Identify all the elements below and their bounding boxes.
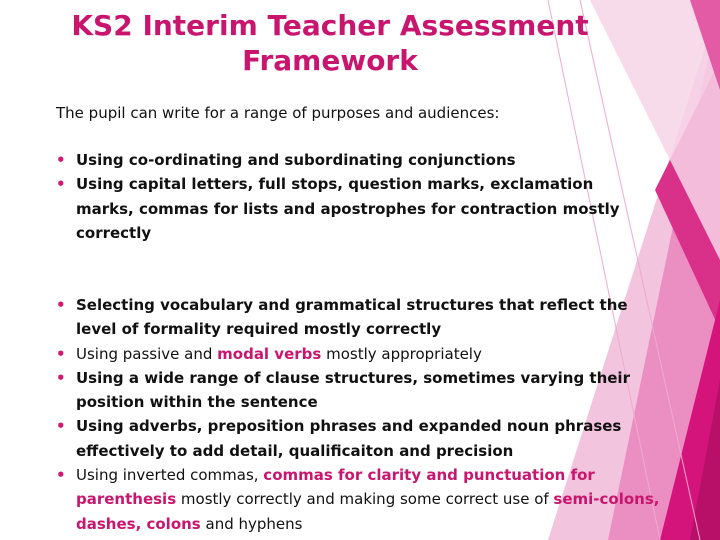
list-item bbox=[56, 342, 668, 366]
text-run: Using passive and bbox=[76, 344, 218, 363]
highlighted-text: semi-colons, dashes, colons bbox=[76, 490, 660, 533]
text-run: Using inverted commas, bbox=[76, 466, 264, 485]
highlighted-text: modal verbs bbox=[217, 344, 322, 363]
list-item: • Using adverbs, preposition phrases and expanded noun phrases effectively to add detail, qualificaiton and precision bbox=[56, 414, 668, 463]
bullet-list-2 bbox=[56, 293, 668, 536]
intro-text: The pupil can write for a range of purposes and audiences: bbox=[56, 104, 500, 122]
list-item: • Using co-ordinating and subordinating conjunctions bbox=[56, 148, 656, 172]
slide-title: KS2 Interim Teacher Assessment Framework bbox=[71, 9, 589, 77]
list-item: • Using a wide range of clause structures, sometimes varying their position within the sentence bbox=[56, 366, 668, 415]
bullet-list-1 bbox=[56, 148, 656, 245]
text-run: and hyphens bbox=[200, 514, 303, 533]
highlighted-text: commas for clarity and punctuation for parenthesis bbox=[76, 466, 595, 509]
list-item: • Selecting vocabulary and grammatical structures that reflect the level of formality required mostly correctly bbox=[56, 293, 668, 342]
text-run: mostly appropriately bbox=[321, 344, 482, 363]
list-item bbox=[56, 463, 668, 536]
text-run: mostly correctly and making some correct use of bbox=[176, 490, 554, 509]
list-item: • Using capital letters, full stops, question marks, exclamation marks, commas for lists and apostrophes for contraction mostly correctly bbox=[56, 172, 656, 245]
